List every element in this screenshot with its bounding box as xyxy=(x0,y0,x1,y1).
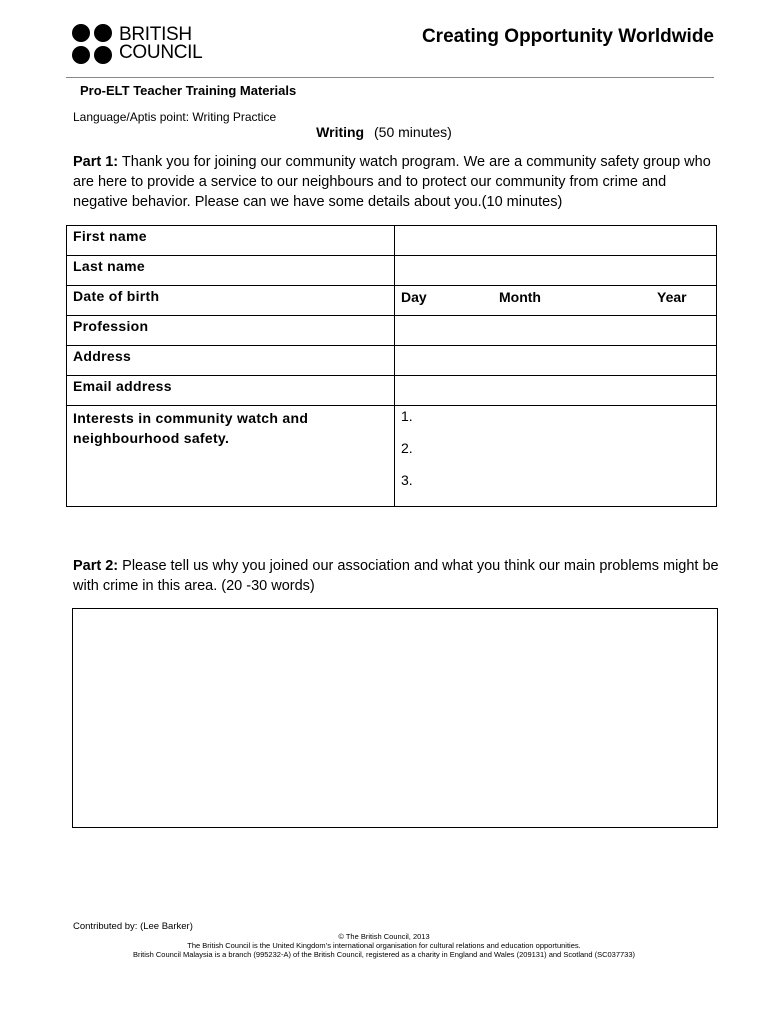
part2-text: Please tell us why you joined our association and what you think our main problems might be with crime in this area. (20 -30 words) xyxy=(73,558,719,594)
table-row xyxy=(67,316,717,346)
table-row xyxy=(67,256,717,286)
part2-instructions xyxy=(73,556,723,596)
last-name-label: Last name xyxy=(67,256,395,286)
address-field[interactable] xyxy=(395,346,717,376)
part1-label: Part 1: xyxy=(73,154,119,170)
table-row xyxy=(67,286,717,316)
logo-text xyxy=(119,26,202,62)
table-row xyxy=(67,406,717,507)
footer-line-3: British Council Malaysia is a branch (995232-A) of the British Council, registered as a charity in England and Wales (209131) and Scotland (SC037733) xyxy=(132,950,636,959)
interest-item-2: 2. xyxy=(401,440,413,456)
footer-line-2: The British Council is the United Kingdom’s international organisation for cultural relations and education opportunities. xyxy=(187,941,581,950)
interest-item-3: 3. xyxy=(401,472,413,488)
tagline: Creating Opportunity Worldwide xyxy=(421,26,714,47)
writing-time: (50 minutes) xyxy=(374,124,452,140)
interests-field[interactable] xyxy=(395,406,717,507)
dob-month-label: Month xyxy=(499,289,541,305)
language-point: Language/Aptis point: Writing Practice xyxy=(73,110,277,124)
details-form-table xyxy=(66,225,717,507)
address-label: Address xyxy=(67,346,395,376)
dob-field[interactable] xyxy=(395,286,717,316)
header-divider xyxy=(66,77,714,78)
part1-instructions xyxy=(73,152,723,212)
dob-day-label: Day xyxy=(401,289,427,305)
logo-line-1: BRITISH xyxy=(119,24,192,45)
table-row xyxy=(67,226,717,256)
writing-label: Writing xyxy=(316,124,365,140)
logo-dots-icon xyxy=(72,24,112,64)
dob-label: Date of birth xyxy=(67,286,395,316)
materials-title: Pro-ELT Teacher Training Materials xyxy=(80,83,297,98)
british-council-logo xyxy=(72,24,202,64)
part1-text: Thank you for joining our community watch program. We are a community safety group who are here to provide a service to our neighbours and to protect our community from crime and negative behavior. Please can we have some details about you.(10 minutes) xyxy=(73,154,711,210)
part2-label: Part 2: xyxy=(73,558,119,574)
logo-line-2: COUNCIL xyxy=(119,42,203,63)
table-row xyxy=(67,376,717,406)
writing-heading xyxy=(0,124,768,140)
profession-field[interactable] xyxy=(395,316,717,346)
dob-year-label: Year xyxy=(657,289,687,305)
email-label: Email address xyxy=(67,376,395,406)
first-name-field[interactable] xyxy=(395,226,717,256)
footer-text xyxy=(0,932,768,959)
first-name-label: First name xyxy=(67,226,395,256)
part2-answer-box[interactable] xyxy=(72,608,718,828)
interest-item-1: 1. xyxy=(401,408,413,424)
interests-label: Interests in community watch and neighbourhood safety. xyxy=(67,406,395,507)
email-field[interactable] xyxy=(395,376,717,406)
last-name-field[interactable] xyxy=(395,256,717,286)
footer-copyright: © The British Council, 2013 xyxy=(338,932,430,941)
profession-label: Profession xyxy=(67,316,395,346)
table-row xyxy=(67,346,717,376)
contributed-by: Contributed by: (Lee Barker) xyxy=(73,921,193,932)
